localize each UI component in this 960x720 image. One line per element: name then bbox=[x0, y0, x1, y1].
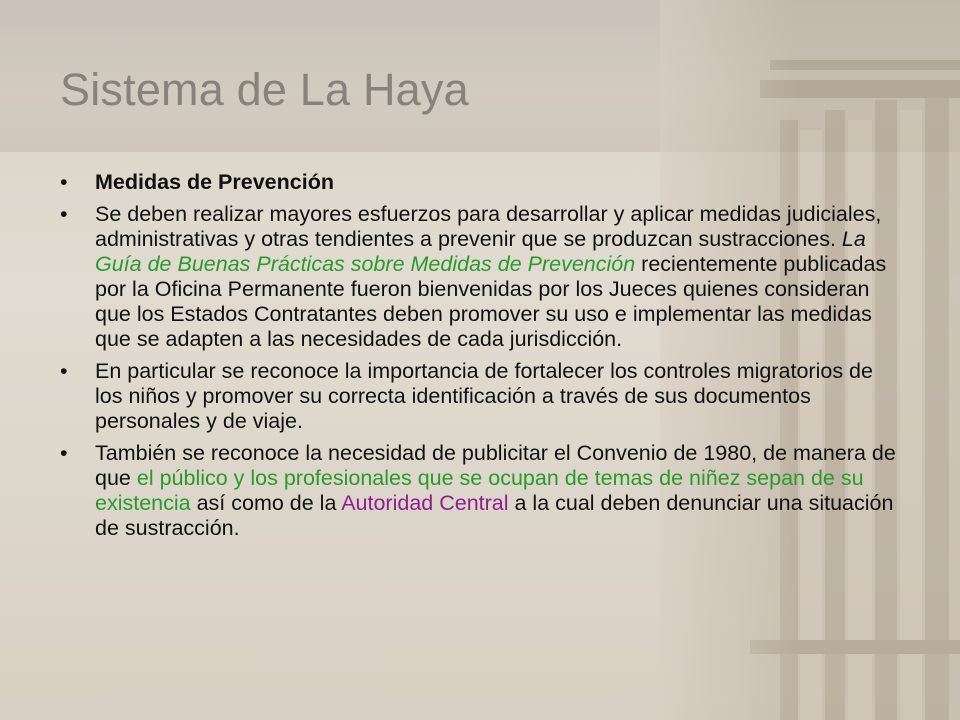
slide-title: Sistema de La Haya bbox=[60, 64, 469, 115]
highlight-green-guide: Guía de Buenas Prácticas sobre Medidas de Prevención bbox=[95, 252, 636, 276]
bullet-text: así como de la bbox=[190, 491, 342, 515]
highlight-green-public: el público y los profesionales que se ocupan de temas de niñez sepan de su existencia bbox=[95, 466, 864, 515]
bullet-text: recientemente publicadas por la Oficina Permanente fueron bienvenidas por los Jueces quienes consideran que los Estados Contratantes deben promover su uso e implementar las medidas que se adapten a las necesidades de cada jurisdicción. bbox=[95, 252, 887, 351]
bullet-item bbox=[60, 359, 900, 434]
bullet-text: También se reconoce la necesidad de publicitar el Convenio de 1980, de manera de que bbox=[95, 441, 896, 490]
bullet-text-italic: La bbox=[841, 227, 866, 251]
bullet-text: En particular se reconoce la importancia de fortalecer los controles migratorios de los niños y promover su correcta identificación a través de sus documentos personales y de viaje. bbox=[95, 359, 873, 433]
bullet-item bbox=[60, 441, 900, 541]
bullet-item bbox=[60, 202, 900, 352]
bullet-text: Se deben realizar mayores esfuerzos para desarrollar y aplicar medidas judiciales, administrativas y otras tendientes a prevenir que se produzcan sustracciones. bbox=[95, 202, 882, 251]
highlight-purple-authority: Autoridad Central bbox=[341, 491, 509, 515]
bullet-list bbox=[60, 170, 900, 548]
bullet-text: a la cual deben denunciar una situación de sustracción. bbox=[95, 491, 894, 540]
bullet-item bbox=[60, 170, 900, 195]
bullet-heading: Medidas de Prevención bbox=[95, 170, 334, 194]
